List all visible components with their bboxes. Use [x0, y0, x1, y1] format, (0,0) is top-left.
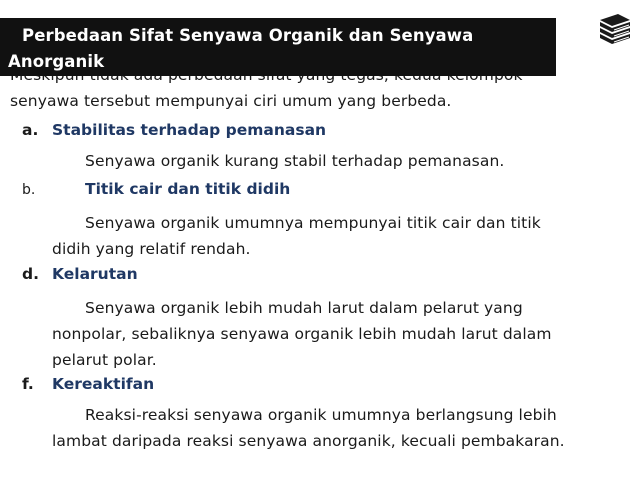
section-body: Reaksi-reaksi senyawa organik umumnya berlangsung lebih lambat daripada reaksi senyawa anorganik, kecuali pembakaran.: [52, 406, 565, 450]
section-label: b.: [22, 182, 36, 198]
section-label: f.: [22, 375, 34, 393]
section-title: Stabilitas terhadap pemanasan: [52, 121, 327, 139]
section-body: Senyawa organik umumnya mempunyai titik cair dan titik didih yang relatif rendah.: [52, 214, 541, 258]
section-title: Kelarutan: [52, 265, 138, 283]
section-title: Titik cair dan titik didih: [85, 180, 291, 198]
section-body: Senyawa organik kurang stabil terhadap pemanasan.: [85, 152, 505, 170]
slide-title-line2: Anorganik: [8, 52, 105, 71]
section-body: Senyawa organik lebih mudah larut dalam pelarut yang nonpolar, sebaliknya senyawa organik lebih mudah larut dalam pelarut polar.: [52, 299, 552, 369]
section-label: d.: [22, 265, 39, 283]
section-title: Kereaktifan: [52, 375, 155, 393]
section-label: a.: [22, 121, 39, 139]
intro-paragraph: senyawa tersebut mempunyai ciri umum yang berbeda.: [10, 92, 452, 110]
slide-title-line1: Perbedaan Sifat Senyawa Organik dan Senyawa: [22, 26, 474, 45]
slide-title-bar: [0, 18, 556, 76]
stacked-books-logo-icon: [596, 12, 634, 46]
